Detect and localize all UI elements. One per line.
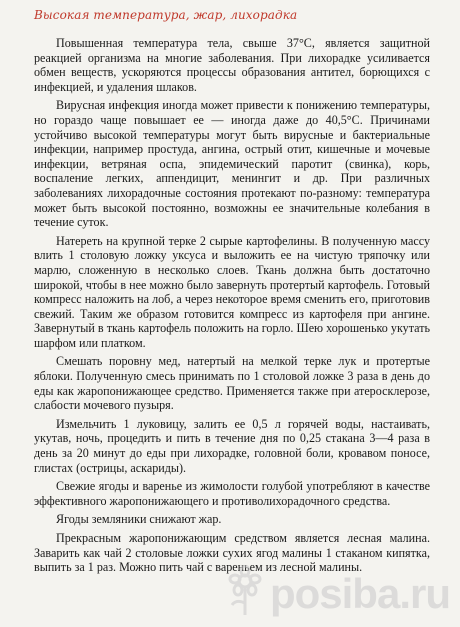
watermark-text: posiba.ru <box>269 570 450 617</box>
paragraph: Повышенная температура тела, свыше 37°С, является защитной реакцией организма на многие заболевания. При лихорадке усиливается обмен веществ, ускоряются процессы образования антител, борющихся с инфекцией, и удаления шлаков. <box>34 36 430 94</box>
paragraph: Смешать поровну мед, натертый на мелкой терке лук и протертые яблоки. Полученную смесь принимать по 1 столовой ложке 3 раза в день до еды как жаропонижающее средство. Применяется также при атеросклерозе, слабости мочевого пузыря. <box>34 354 430 413</box>
paragraph: Вирусная инфекция иногда может привести к понижению температуры, но гораздо чаще повышает ее — иногда даже до 40,5°С. Причинами устойчиво высокой температуры могут быть вирусные и бактериальные инфекции, например простуда, ангина, острый отит, кишечные и мочевые инфекции, ветряная оспа, эпидемический паротит (свинка), корь, воспаление легких, аппендицит, менингит и др. При различных заболеваниях лихорадочные состояния протекают по-разному: температура может быть высокой постоянно, возможны ее значительные колебания в течение суток. <box>34 98 430 230</box>
paragraph: Ягоды земляники снижают жар. <box>56 512 222 527</box>
paragraph: Натереть на крупной терке 2 сырые картофелины. В полученную массу влить 1 столовую ложку уксуса и выложить ее на чистую тряпочку или марлю, сложенную в несколько слоев. Ткань должна быть достаточно широкой, чтобы в нее можно было завернуть протертый картофель. Готовый компресс наложить на лоб, а через некоторое время сменить его, приготовив свежий. Таким же образом готовится компресс из картофеля при ангине. Завернутый в ткань картофель положить на горло. Шею хорошенько укутать шарфом или платком. <box>34 233 430 350</box>
document-heading: Высокая температура, жар, лихорадка <box>34 8 298 22</box>
paragraph: Свежие ягоды и варенье из жимолости голубой употребляют в качестве эффективного жаропонижающего и противолихорадочного средства. <box>34 479 430 508</box>
document-body <box>34 36 430 575</box>
paragraph: Измельчить 1 луковицу, залить ее 0,5 л горячей воды, настаивать, укутав, ночь, процедить и пить в течение дня по 0,25 стакана 3—4 раза в день за 20 минут до еды при лихорадке, головной боли, кровавом поносе, глистах (острицы, аскариды). <box>34 416 430 475</box>
paragraph: Прекрасным жаропонижающим средством является лесная малина. Заварить как чай 2 столовые ложки сухих ягод малины 1 стаканом кипятка, выпить за 1 раз. Можно пить чай с вареньем из лесной малины. <box>34 531 430 575</box>
